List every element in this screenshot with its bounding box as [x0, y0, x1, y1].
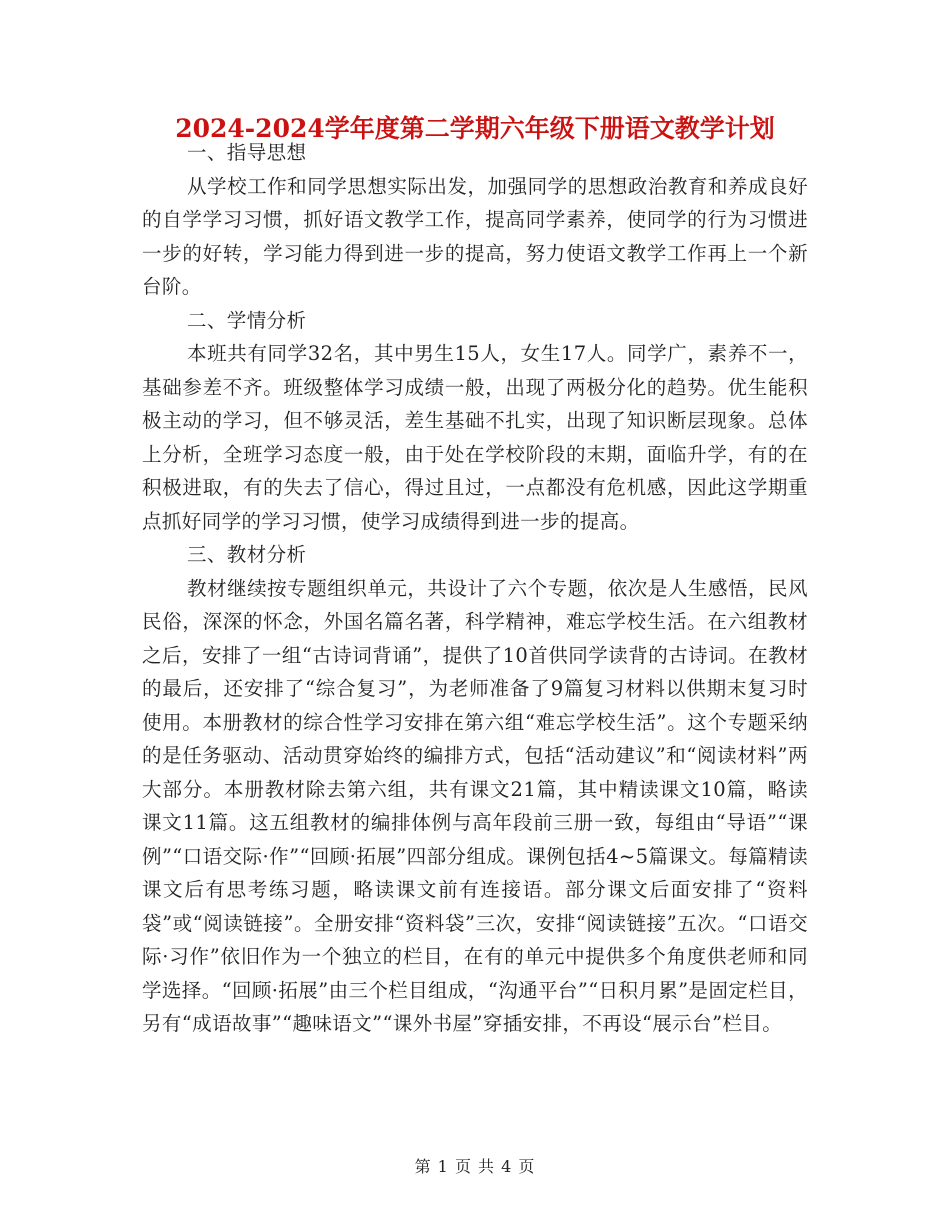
- document-title: 2024-2024学年度第二学期六年级下册语文教学计划: [175, 114, 775, 143]
- section-heading-textbook-analysis: 三、教材分析: [187, 543, 307, 566]
- section-heading-guiding-ideology: 一、指导思想: [187, 141, 307, 164]
- document-body: [142, 136, 808, 1041]
- paragraph-textbook-analysis: 教材继续按专题组织单元，共设计了六个专题，依次是人生感悟，民风民俗，深深的怀念，外国名篇名著，科学精神，难忘学校生活。在六组教材之后，安排了一组“古诗词背诵”，提供了10首供同学读背的古诗词。在教材的最后，还安排了“综合复习”，为老师准备了9篇复习材料以供期末复习时使用。本册教材的综合性学习安排在第六组“难忘学校生活”。这个专题采纳的是任务驱动、活动贯穿始终的编排方式，包括“活动建议”和“阅读材料”两大部分。本册教材除去第六组，共有课文21篇，其中精读课文10篇，略读课文11篇。这五组教材的编排体例与高年段前三册一致，每组由“导语”“课例”“口语交际·作”“回顾·拓展”四部分组成。课例包括4~5篇课文。每篇精读课文后有思考练习题，略读课文前有连接语。部分课文后面安排了“资料袋”或“阅读链接”。全册安排“资料袋”三次，安排“阅读链接”五次。“口语交际·习作”依旧作为一个独立的栏目，在有的单元中提供多个角度供老师和同学选择。“回顾·拓展”由三个栏目组成，“沟通平台”“日积月累”是固定栏目，另有“成语故事”“趣味语文”“课外书屋”穿插安排，不再设“展示台”栏目。: [142, 576, 808, 1035]
- page-number-footer: 第 1 页 共 4 页: [414, 1157, 536, 1176]
- section-heading-student-analysis: 二、学情分析: [187, 308, 307, 332]
- paragraph-student-analysis: 本班共有同学32名，其中男生15人，女生17人。同学广，素养不一，基础参差不齐。班级整体学习成绩一般，出现了两极分化的趋势。优生能积极主动的学习，但不够灵活，差生基础不扎实，出现了知识断层现象。总体上分析，全班学习态度一般，由于处在学校阶段的末期，面临升学，有的在积极进取，有的失去了信心，得过且过，一点都没有危机感，因此这学期重点抓好同学的学习习惯，使学习成绩得到进一步的提高。: [142, 342, 808, 533]
- paragraph-guiding-ideology: 从学校工作和同学思想实际出发，加强同学的思想政治教育和养成良好的自学学习习惯，抓好语文教学工作，提高同学素养，使同学的行为习惯进一步的好转，学习能力得到进一步的提高，努力使语文教学工作再上一个新台阶。: [142, 174, 808, 298]
